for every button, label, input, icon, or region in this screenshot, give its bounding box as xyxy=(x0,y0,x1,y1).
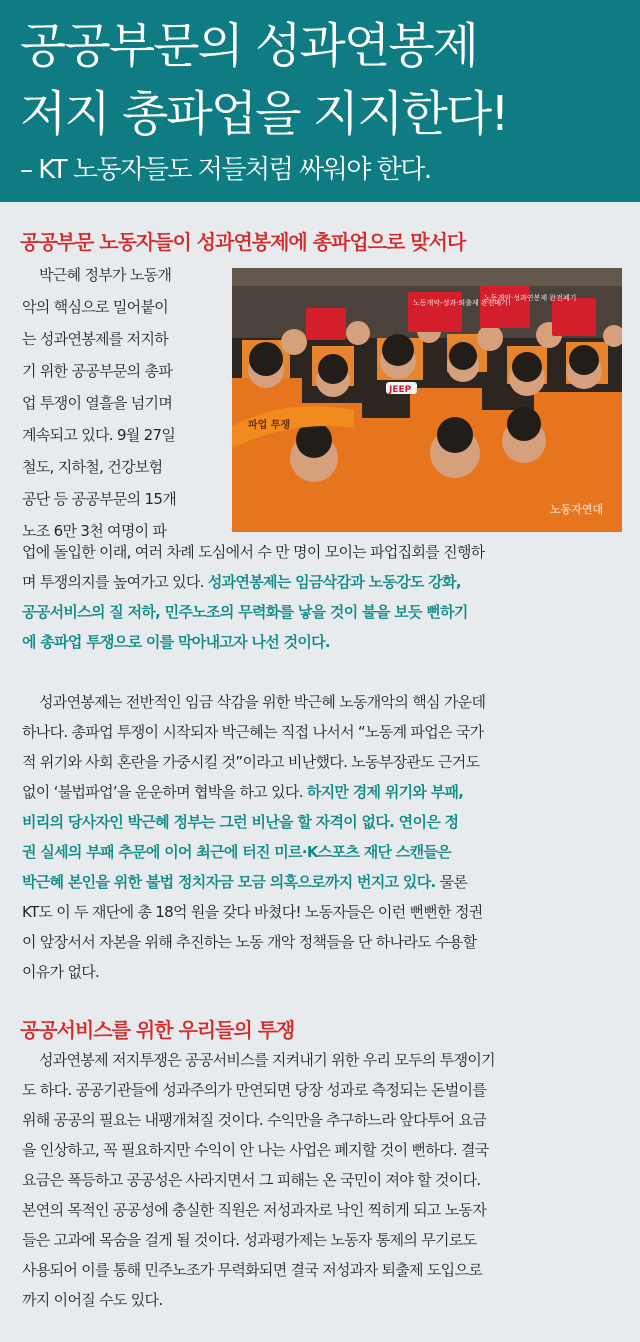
paragraph-line: KT도 이 두 재단에 총 18억 원을 갖다 바쳤다! 노동자들은 이런 뻔뻔한 정권 xyxy=(22,903,483,921)
paragraph-line: 이 앞장서서 자본을 위해 추진하는 노동 개악 정책들을 단 하나라도 수용할 xyxy=(22,933,477,951)
paragraph-line: 성과연봉제 저지투쟁은 공공서비스를 지켜내기 위한 우리 모두의 투쟁이기 xyxy=(39,1051,495,1069)
headline-line-1: 공공부문의 성과연봉제 xyxy=(20,18,477,74)
paragraph-line xyxy=(22,575,620,590)
paragraph-line: 위해 공공의 필요는 내팽개쳐질 것이다. 수익만을 추구하느라 앞다투어 요금 xyxy=(22,1111,487,1129)
paragraph-line: 노조 6만 3천 여명이 파 xyxy=(22,522,167,540)
paragraph-line: 하나다. 총파업 투쟁이 시작되자 박근혜는 직접 나서서 “노동계 파업은 국가 xyxy=(22,723,484,741)
paragraph-plain-text: 며 투쟁의지를 높여가고 있다. xyxy=(22,573,208,591)
protest-sign-text-1: 노동개악-성과·퇴출제 완전폐기! xyxy=(413,299,511,307)
paragraph-plain-text: 없이 ‘불법파업’을 운운하며 협박을 하고 있다. xyxy=(22,783,307,801)
paragraph-line xyxy=(22,875,620,890)
banner-text: 파업 투쟁 xyxy=(248,420,291,431)
paragraph-highlight-text: 하지만 경제 위기와 부패, xyxy=(306,783,464,801)
paragraph-line: 공단 등 공공부문의 15개 xyxy=(22,490,177,508)
paragraph-line: 는 성과연봉제를 저지하 xyxy=(22,330,169,348)
paragraph-line: 본연의 목적인 공공성에 충실한 직원은 저성과자로 낙인 찍히게 되고 노동자 xyxy=(22,1201,487,1219)
paragraph-line: 을 인상하고, 꼭 필요하지만 수익이 안 나는 사업은 폐지할 것이 뻔하다. 결국 xyxy=(22,1141,489,1159)
paragraph-highlight-text: 박근혜 본인을 위한 불법 정치자금 모금 의혹으로까지 번지고 있다. xyxy=(22,873,436,891)
paragraph-line: 업에 돌입한 이래, 여러 차례 도심에서 수 만 명이 모이는 파업집회를 진행하 xyxy=(22,543,485,561)
paragraph-line: 계속되고 있다. 9월 27일 xyxy=(22,426,176,444)
paragraph-line: 악의 핵심으로 밀어붙이 xyxy=(22,298,169,316)
section-heading-strike: 공공부문 노동자들이 성과연봉제에 총파업으로 맞서다 xyxy=(20,230,466,254)
paragraph-line: 까지 이어질 수도 있다. xyxy=(22,1291,163,1309)
paragraph-highlight-line: 권 실세의 부패 추문에 이어 최근에 터진 미르·K스포츠 재단 스캔들은 xyxy=(22,843,451,861)
paragraph-line: 철도, 지하철, 건강보험 xyxy=(22,458,163,476)
section-heading-public-service: 공공서비스를 위한 우리들의 투쟁 xyxy=(20,1018,295,1042)
paragraph-line: 기 위한 공공부문의 총파 xyxy=(22,362,173,380)
cap-logo-text: JEEP xyxy=(389,385,412,395)
paragraph-line: 성과연봉제는 전반적인 임금 삭감을 위한 박근혜 노동개악의 핵심 가운데 xyxy=(39,693,486,711)
crowd-photo-illustration xyxy=(232,268,622,532)
paragraph-highlight-line: 비리의 당사자인 박근혜 정부는 그런 비난을 할 자격이 없다. 연이은 정 xyxy=(22,813,459,831)
paragraph-line: 요금은 폭등하고 공공성은 사라지면서 그 피해는 온 국민이 져야 할 것이다. xyxy=(22,1171,481,1189)
photo-watermark: 노동자연대 xyxy=(550,503,604,516)
paragraph-highlight-line: 공공서비스의 질 저하, 민주노조의 무력화를 낳을 것이 불을 보듯 뻔하기 xyxy=(22,603,468,621)
headline-line-2: 저지 총파업을 지지한다! xyxy=(20,86,508,142)
paragraph-line: 사용되어 이를 통해 민주노조가 무력화되면 결국 저성과자 퇴출제 도입으로 xyxy=(22,1261,483,1279)
paragraph-line: 도 하다. 공공기관들에 성과주의가 만연되면 당장 성과로 측정되는 돈벌이를 xyxy=(22,1081,487,1099)
article-body xyxy=(0,202,640,1342)
protest-sign-text-2: 노동개악·성과연봉제 완전폐기 xyxy=(484,294,577,302)
headline-subtitle: – KT 노동자들도 저들처럼 싸워야 한다. xyxy=(20,155,431,185)
header-banner xyxy=(0,0,640,202)
paragraph-line: 들은 고과에 목숨을 걸게 될 것이다. 성과평가제는 노동자 통제의 무기로도 xyxy=(22,1231,477,1249)
paragraph-line: 업 투쟁이 열흘을 넘기며 xyxy=(22,394,173,412)
paragraph-line xyxy=(22,785,620,800)
paragraph-highlight-text: 성과연봉제는 임금삭감과 노동강도 강화, xyxy=(207,573,461,591)
strike-rally-photo xyxy=(232,268,622,532)
paragraph-line: 이유가 없다. xyxy=(22,963,100,981)
paragraph-line: 박근혜 정부가 노동개 xyxy=(39,266,172,284)
paragraph-plain-text: 물론 xyxy=(435,873,468,891)
paragraph-line: 적 위기와 사회 혼란을 가중시킬 것”이라고 비난했다. 노동부장관도 근거도 xyxy=(22,753,480,771)
paragraph-highlight-line: 에 총파업 투쟁으로 이를 막아내고자 나선 것이다. xyxy=(22,633,330,651)
